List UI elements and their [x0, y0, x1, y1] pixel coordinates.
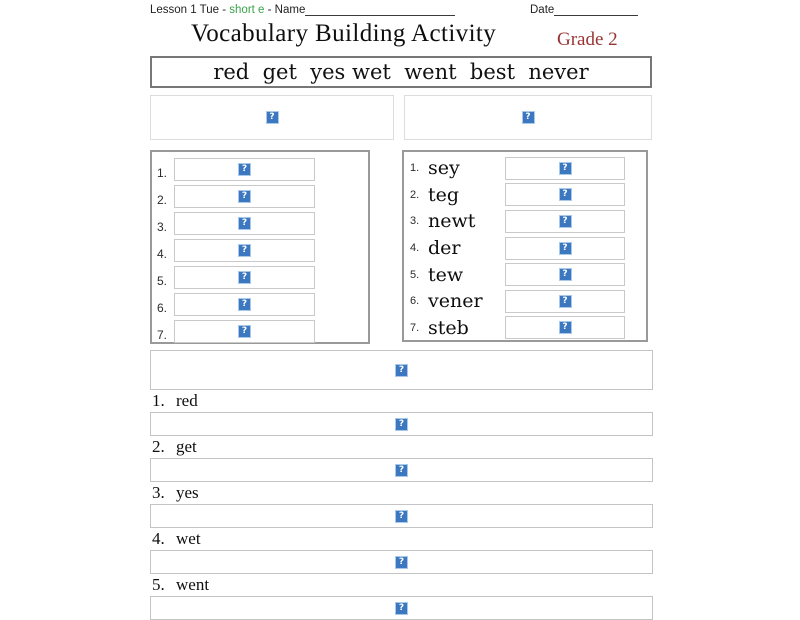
- name-fill-line: [305, 5, 455, 16]
- sentence-label: [150, 436, 653, 458]
- missing-image-icon: ?: [238, 190, 251, 203]
- sentence-line-box[interactable]: [150, 596, 653, 620]
- missing-image-icon: ?: [559, 268, 572, 281]
- missing-image-icon: ?: [395, 418, 408, 431]
- missing-image-icon: ?: [395, 364, 408, 377]
- unscramble-row: [404, 235, 646, 262]
- date-block: [530, 4, 638, 16]
- lesson-label: Lesson 1 Tue -: [150, 4, 230, 16]
- missing-image-icon: ?: [238, 244, 251, 257]
- sentence-line-box[interactable]: [150, 458, 653, 482]
- sentence-line-box[interactable]: [150, 550, 653, 574]
- match-row: [152, 318, 368, 344]
- match-row: [152, 210, 368, 236]
- unscramble-row: [404, 182, 646, 209]
- row-number: 4.: [410, 242, 420, 255]
- missing-image-icon: ?: [559, 321, 572, 334]
- missing-image-icon: ?: [238, 325, 251, 338]
- row-number: 5.: [157, 274, 168, 288]
- sentence-label: [150, 390, 653, 412]
- match-row: [152, 264, 368, 290]
- row-number: 6.: [410, 295, 420, 308]
- scrambled-word: sey: [428, 157, 460, 180]
- unscramble-row: [404, 315, 646, 342]
- name-label: - Name: [264, 4, 306, 16]
- answer-box[interactable]: [174, 266, 315, 289]
- sentence-number: 2.: [152, 437, 165, 456]
- answer-box[interactable]: [505, 263, 625, 286]
- missing-image-icon: ?: [559, 242, 572, 255]
- scrambled-word: newt: [428, 210, 476, 233]
- answer-box[interactable]: [505, 290, 625, 313]
- unscramble-row: [404, 261, 646, 288]
- sentence-word: get: [176, 437, 197, 456]
- answer-box[interactable]: [505, 316, 625, 339]
- sentence-label: [150, 574, 653, 596]
- missing-image-icon: ?: [395, 602, 408, 615]
- answer-box[interactable]: [505, 157, 625, 180]
- missing-image-icon: ?: [395, 464, 408, 477]
- unscramble-row: [404, 208, 646, 235]
- unscramble-panel: [402, 150, 648, 342]
- match-row: [152, 183, 368, 209]
- missing-image-icon: ?: [395, 556, 408, 569]
- image-placeholder-left: [150, 95, 394, 140]
- date-fill-line: [554, 5, 638, 16]
- row-number: 5.: [410, 268, 420, 281]
- scrambled-word: tew: [428, 263, 464, 286]
- missing-image-icon: ?: [559, 295, 572, 308]
- scrambled-word: der: [428, 237, 461, 260]
- word-bank: red get yes wet went best never: [150, 56, 652, 88]
- missing-image-icon: ?: [238, 163, 251, 176]
- missing-image-icon: ?: [238, 271, 251, 284]
- sentence-label: [150, 528, 653, 550]
- missing-image-icon: ?: [559, 162, 572, 175]
- row-number: 2.: [410, 188, 420, 201]
- row-number: 2.: [157, 193, 168, 207]
- match-row: [152, 237, 368, 263]
- sentence-number: 5.: [152, 575, 165, 594]
- scrambled-word: teg: [428, 183, 460, 206]
- match-row: [152, 156, 368, 182]
- missing-image-icon: ?: [395, 510, 408, 523]
- missing-image-icon: ?: [266, 111, 279, 124]
- scrambled-word: vener: [428, 290, 483, 313]
- short-e-highlight: short e: [229, 4, 265, 16]
- sentence-word: went: [176, 575, 210, 594]
- missing-image-icon: ?: [238, 217, 251, 230]
- sentence-number: 3.: [152, 483, 165, 502]
- sentence-line-box[interactable]: [150, 412, 653, 436]
- sentence-word: yes: [176, 483, 199, 502]
- match-panel: [150, 150, 370, 344]
- grade-badge: Grade 2: [557, 29, 618, 50]
- row-number: 1.: [157, 166, 168, 180]
- answer-box[interactable]: [174, 293, 315, 316]
- image-placeholder-right: [404, 95, 652, 140]
- sentence-instruction-box: [150, 350, 653, 390]
- answer-box[interactable]: [174, 320, 315, 343]
- missing-image-icon: ?: [559, 188, 572, 201]
- row-number: 4.: [157, 247, 168, 261]
- sentence-word: wet: [176, 529, 201, 548]
- scrambled-word: steb: [428, 316, 469, 339]
- unscramble-row: [404, 288, 646, 315]
- answer-box[interactable]: [505, 210, 625, 233]
- answer-box[interactable]: [174, 212, 315, 235]
- sentence-word: red: [176, 391, 198, 410]
- row-number: 1.: [410, 162, 420, 175]
- row-number: 7.: [410, 321, 420, 334]
- unscramble-row: [404, 155, 646, 182]
- sentence-number: 1.: [152, 391, 165, 410]
- answer-box[interactable]: [174, 239, 315, 262]
- sentence-label: [150, 482, 653, 504]
- answer-box[interactable]: [505, 237, 625, 260]
- row-number: 6.: [157, 301, 168, 315]
- answer-box[interactable]: [505, 183, 625, 206]
- missing-image-icon: ?: [238, 298, 251, 311]
- sentence-line-box[interactable]: [150, 504, 653, 528]
- row-number: 3.: [157, 220, 168, 234]
- match-row: [152, 291, 368, 317]
- sentence-number: 4.: [152, 529, 165, 548]
- row-number: 7.: [157, 328, 168, 342]
- missing-image-icon: ?: [559, 215, 572, 228]
- sentence-section: [150, 350, 653, 620]
- page-title: Vocabulary Building Activity: [191, 20, 497, 47]
- date-label: Date: [530, 4, 555, 16]
- missing-image-icon: ?: [522, 111, 535, 124]
- lesson-header-line: [150, 4, 455, 16]
- answer-box[interactable]: [174, 158, 315, 181]
- answer-box[interactable]: [174, 185, 315, 208]
- row-number: 3.: [410, 215, 420, 228]
